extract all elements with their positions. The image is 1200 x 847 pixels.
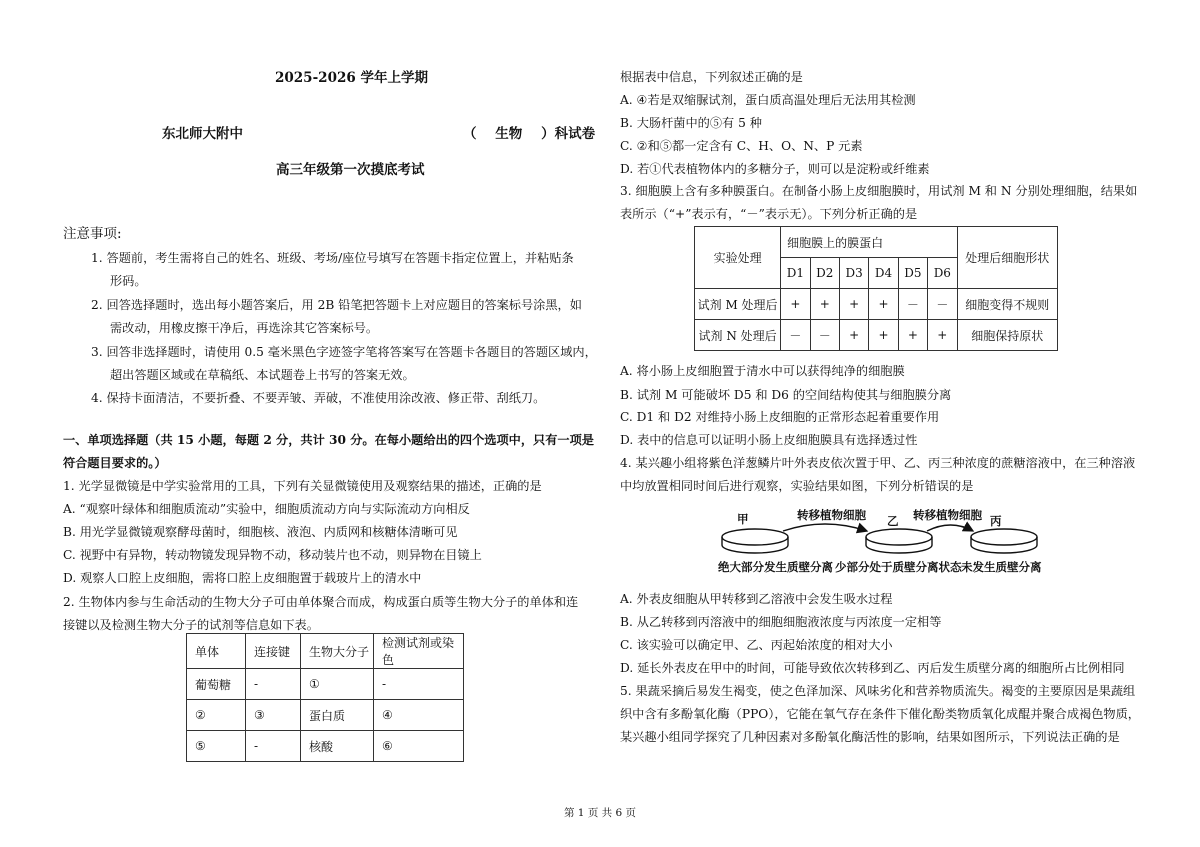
table-cell: － (898, 289, 927, 320)
table-cell: － (810, 320, 839, 351)
notice-line: 3. 回答非选择题时，请使用 0.5 毫米黑色字迹签字笔将答案写在答题卡各题目的答题区域内， (91, 345, 597, 359)
table-cell: ⑥ (374, 731, 464, 762)
table-cell: ⑤ (187, 731, 246, 762)
q4-option-c: C. 该实验可以确定甲、乙、丙起始浓度的相对大小 (620, 638, 893, 652)
notice-line: 超出答题区域或在草稿纸、本试题卷上书写的答案无效。 (110, 368, 415, 382)
arrow-label: 转移植物细胞 (797, 508, 866, 522)
diagram-caption: 未发生质壁分离 (961, 560, 1042, 574)
q3-option-b: B. 试剂 M 可能破坏 D5 和 D6 的空间结构使其与细胞膜分离 (620, 388, 952, 402)
q4-option-d: D. 延长外表皮在甲中的时间，可能导致依次转移到乙、丙后发生质壁分离的细胞所占比例相同 (620, 661, 1125, 675)
dish-yi-icon (866, 529, 932, 553)
q1-option-a: A. “观察叶绿体和细胞质流动”实验中，细胞质流动方向与实际流动方向相反 (63, 502, 470, 516)
table-header: 实验处理 (695, 227, 781, 289)
table-cell: + (839, 289, 868, 320)
table-cell: + (869, 289, 898, 320)
q2-lead: 根据表中信息，下列叙述正确的是 (620, 70, 803, 84)
table-cell: + (781, 289, 810, 320)
table-cell: 葡萄糖 (187, 669, 246, 700)
table-header: D1 (781, 258, 810, 289)
table-cell: + (898, 320, 927, 351)
table-cell: ③ (246, 700, 301, 731)
table-cell: ④ (374, 700, 464, 731)
table-cell: + (928, 320, 957, 351)
table-cell: 试剂 M 处理后 (695, 289, 781, 320)
question-2-stem: 2. 生物体内参与生命活动的生物大分子可由单体聚合而成，构成蛋白质等生物大分子的单体和连 (63, 595, 579, 609)
label-yi: 乙 (887, 514, 899, 528)
header-school: 东北师大附中 (162, 126, 243, 142)
diagram-caption: 少部分处于质壁分离状态 (835, 560, 962, 574)
table-cell: 核酸 (301, 731, 374, 762)
table-cell: 蛋白质 (301, 700, 374, 731)
question-3-stem: 表所示（“+”表示有，“－”表示无）。下列分析正确的是 (620, 207, 918, 221)
diagram-caption: 绝大部分发生质壁分离 (718, 560, 833, 574)
dish-jia-icon (722, 529, 788, 553)
q2-option-c: C. ②和⑤都一定含有 C、H、O、N、P 元素 (620, 139, 863, 153)
notice-line: 形码。 (110, 274, 147, 288)
question-2-stem: 接键以及检测生物大分子的试剂等信息如下表。 (63, 618, 319, 632)
table-cell: 试剂 N 处理后 (695, 320, 781, 351)
table-cell: 细胞变得不规则 (957, 289, 1057, 320)
question-5-stem: 某兴趣小组同学探究了几种因素对多酚氧化酶活性的影响，结果如图所示，下列说法正确的是 (620, 730, 1120, 744)
table-cell: 细胞保持原状 (957, 320, 1057, 351)
header-subject: （ 生物 ）科试卷 (463, 126, 596, 142)
table-header: 连接键 (246, 634, 301, 669)
table-cell: - (246, 669, 301, 700)
header-year: 2025-2026 学年上学期 (275, 70, 428, 86)
notice-line: 2. 回答选择题时，选出每小题答案后，用 2B 铅笔把答题卡上对应题目的答案标号涂黑，如 (91, 298, 582, 312)
notice-line: 1. 答题前，考生需将自己的姓名、班级、考场/座位号填写在答题卡指定位置上，并粘贴条 (91, 251, 574, 265)
question-3-stem: 3. 细胞膜上含有多种膜蛋白。在制备小肠上皮细胞膜时，用试剂 M 和 N 分别处理细胞，结果如 (620, 184, 1138, 198)
dish-bing-icon (971, 529, 1037, 553)
q4-option-a: A. 外表皮细胞从甲转移到乙溶液中会发生吸水过程 (620, 592, 893, 606)
q3-option-d: D. 表中的信息可以证明小肠上皮细胞膜具有选择透过性 (620, 433, 918, 447)
question-5-stem: 织中含有多酚氧化酶（PPO），它能在氧气存在条件下催化酚类物质氧化成醌并聚合成褐色物质， (620, 707, 1140, 721)
q1-option-c: C. 视野中有异物，转动物镜发现异物不动，移动装片也不动，则异物在目镜上 (63, 548, 482, 562)
table-cell: + (839, 320, 868, 351)
question-1-stem: 1. 光学显微镜是中学实验常用的工具，下列有关显微镜使用及观察结果的描述，正确的是 (63, 479, 542, 493)
notice-line: 需改动，用橡皮擦干净后，再选涂其它答案标号。 (110, 321, 379, 335)
table-cell: + (869, 320, 898, 351)
q3-table (694, 226, 1058, 351)
plasmolysis-diagram (715, 503, 1045, 577)
table-cell: - (374, 669, 464, 700)
q2-option-a: A. ④若是双缩脲试剂，蛋白质高温处理后无法用其检测 (620, 93, 916, 107)
table-header: D5 (898, 258, 927, 289)
q1-option-b: B. 用光学显微镜观察酵母菌时，细胞核、液泡、内质网和核糖体清晰可见 (63, 525, 458, 539)
q2-option-d: D. 若①代表植物体内的多糖分子，则可以是淀粉或纤维素 (620, 162, 930, 176)
arrow-icon (927, 525, 973, 531)
label-jia: 甲 (737, 512, 749, 526)
table-cell: + (810, 289, 839, 320)
q2-option-b: B. 大肠杆菌中的⑤有 5 种 (620, 116, 762, 130)
table-cell: ① (301, 669, 374, 700)
table-cell: － (928, 289, 957, 320)
label-bing: 丙 (990, 514, 1002, 528)
table-header: 生物大分子 (301, 634, 374, 669)
section-title: 一、单项选择题（共 15 小题，每题 2 分，共计 30 分。在每小题给出的四个选项中，只有一项是 (63, 433, 594, 447)
q3-option-a: A. 将小肠上皮细胞置于清水中可以获得纯净的细胞膜 (620, 364, 905, 378)
arrow-label: 转移植物细胞 (913, 508, 982, 522)
q2-table (186, 633, 464, 762)
section-title: 符合题目要求的。） (63, 456, 167, 470)
question-4-stem: 4. 某兴趣小组将紫色洋葱鳞片叶外表皮依次置于甲、乙、丙三种浓度的蔗糖溶液中，在三种溶液 (620, 456, 1136, 470)
notice-title: 注意事项: (63, 226, 122, 242)
table-header: D6 (928, 258, 957, 289)
question-5-stem: 5. 果蔬采摘后易发生褐变，使之色泽加深、风味劣化和营养物质流失。褐变的主要原因是果蔬组 (620, 684, 1136, 698)
notice-line: 4. 保持卡面清洁，不要折叠、不要弄皱、弄破，不准使用涂改液、修正带、刮纸刀。 (91, 391, 546, 405)
arrow-icon (783, 524, 867, 531)
table-header: 细胞膜上的膜蛋白 (781, 227, 957, 258)
q3-option-c: C. D1 和 D2 对维持小肠上皮细胞的正常形态起着重要作用 (620, 410, 940, 424)
q4-option-b: B. 从乙转移到丙溶液中的细胞细胞液浓度与丙浓度一定相等 (620, 615, 942, 629)
table-cell: - (246, 731, 301, 762)
table-header: D3 (839, 258, 868, 289)
table-header: D4 (869, 258, 898, 289)
question-4-stem: 中均放置相同时间后进行观察，实验结果如图，下列分析错误的是 (620, 479, 974, 493)
table-header: 检测试剂或染色 (374, 634, 464, 669)
table-cell: － (781, 320, 810, 351)
q1-option-d: D. 观察人口腔上皮细胞，需将口腔上皮细胞置于载玻片上的清水中 (63, 571, 422, 585)
table-header: D2 (810, 258, 839, 289)
header-exam: 高三年级第一次摸底考试 (276, 162, 425, 178)
table-header: 处理后细胞形状 (957, 227, 1057, 289)
page-footer: 第 1 页 共 6 页 (563, 807, 637, 819)
table-cell: ② (187, 700, 246, 731)
table-header: 单体 (187, 634, 246, 669)
